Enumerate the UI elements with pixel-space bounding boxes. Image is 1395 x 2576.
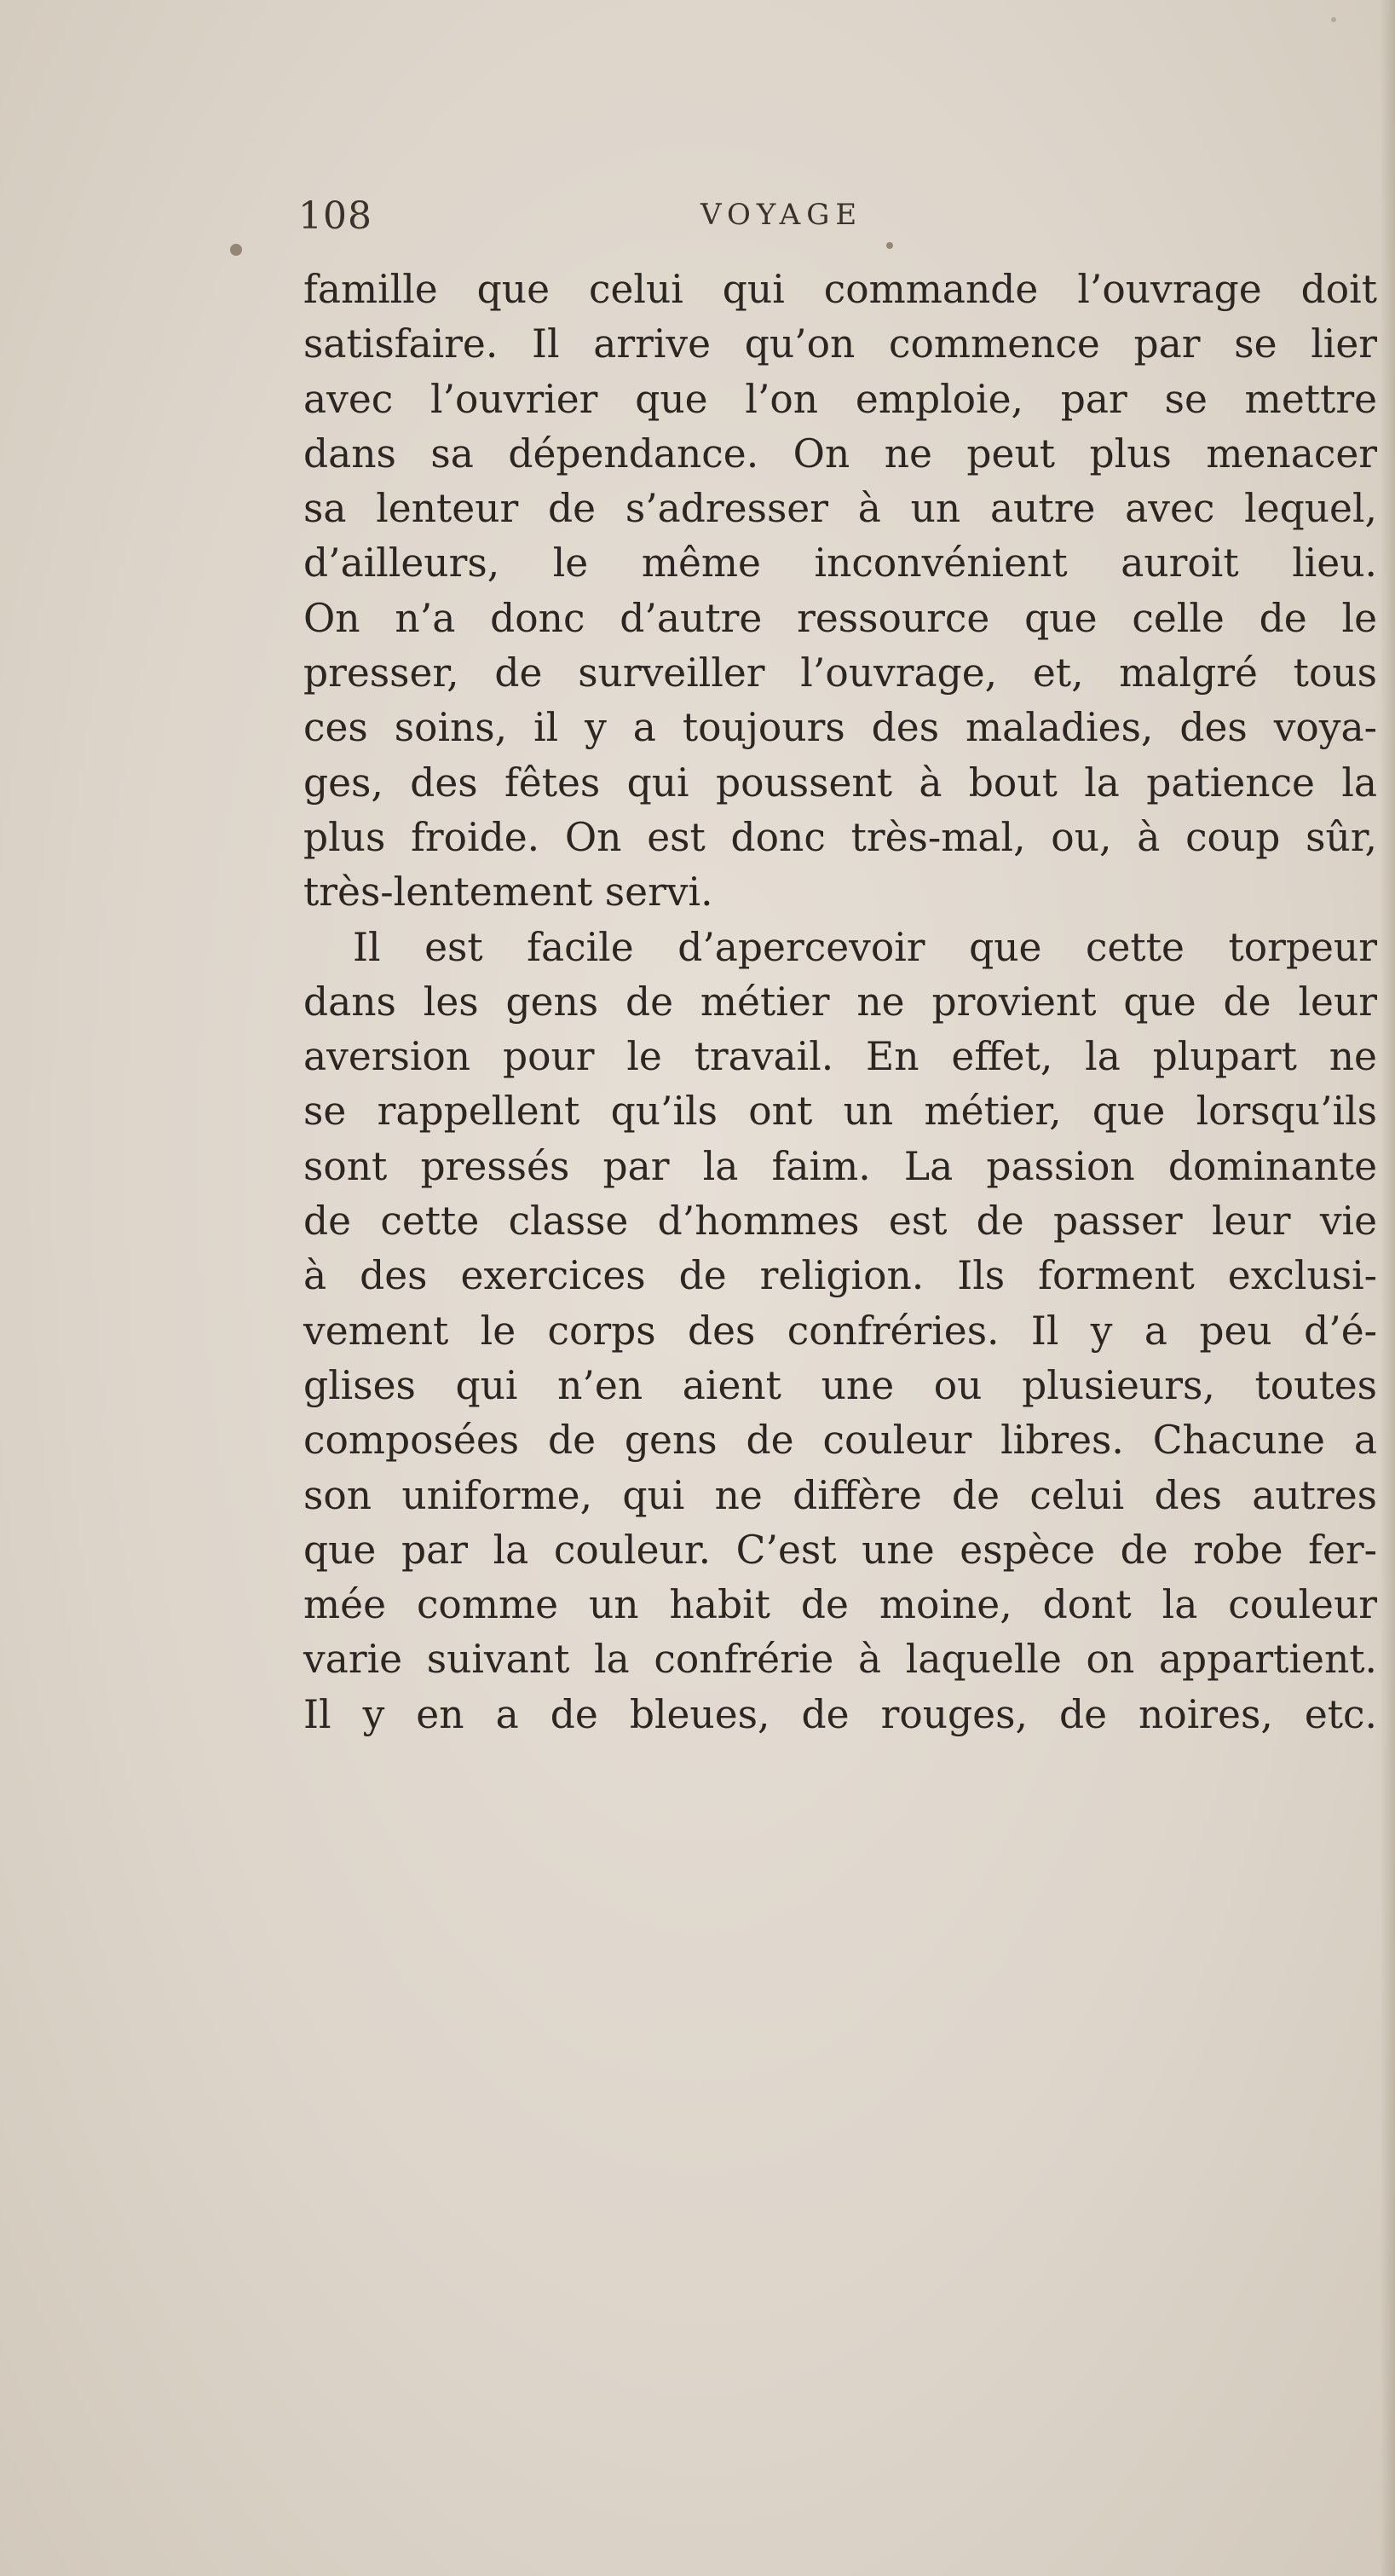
text-line: à des exercices de religion. Ils forment exclusi- xyxy=(303,1253,1377,1299)
page-number: 108 xyxy=(298,194,372,238)
text-line: presser, de surveiller l’ouvrage, et, malgré tous xyxy=(303,650,1377,696)
text-line: sa lenteur de s’adresser à un autre avec lequel, xyxy=(303,486,1377,532)
paragraph-1 xyxy=(303,263,1377,921)
text-line: mée comme un habit de moine, dont la couleur xyxy=(303,1582,1377,1628)
paragraph-2 xyxy=(303,921,1377,1742)
text-line: On n’a donc d’autre ressource que celle de le xyxy=(303,595,1377,641)
text-line: vement le corps des confréries. Il y a peu d’é- xyxy=(303,1308,1377,1354)
text-line: plus froide. On est donc très-mal, ou, à coup sûr, xyxy=(303,814,1377,860)
page-header xyxy=(298,194,1372,245)
text-line: d’ailleurs, le même inconvénient auroit lieu. xyxy=(303,540,1377,586)
text-line: avec l’ouvrier que l’on emploie, par se mettre xyxy=(303,376,1377,422)
text-line: sont pressés par la faim. La passion dominante xyxy=(303,1143,1377,1189)
text-line: très-lentement servi. xyxy=(303,869,713,915)
text-line: ges, des fêtes qui poussent à bout la patience la xyxy=(303,760,1377,806)
text-line: glises qui n’en aient une ou plusieurs, toutes xyxy=(303,1362,1377,1408)
text-line: Il y en a de bleues, de rouges, de noires, etc. xyxy=(303,1691,1377,1737)
body-text xyxy=(303,263,1377,1742)
text-line: dans les gens de métier ne provient que de leur xyxy=(303,979,1377,1025)
text-line: se rappellent qu’ils ont un métier, que lorsqu’ils xyxy=(303,1089,1377,1135)
running-head: VOYAGE xyxy=(700,198,863,232)
text-line: varie suivant la confrérie à laquelle on appartient. xyxy=(303,1637,1377,1683)
text-line: Il est facile d’apercevoir que cette torpeur xyxy=(353,924,1377,970)
text-line: de cette classe d’hommes est de passer leur vie xyxy=(303,1198,1377,1245)
text-line: son uniforme, qui ne diffère de celui des autres xyxy=(303,1472,1377,1518)
text-line: famille que celui qui commande l’ouvrage doit xyxy=(303,267,1377,312)
ink-spot xyxy=(1331,17,1336,22)
text-line: que par la couleur. C’est une espèce de robe fer- xyxy=(303,1527,1377,1573)
text-line: aversion pour le travail. En effet, la plupart ne xyxy=(303,1034,1377,1080)
ink-spot xyxy=(230,244,242,256)
text-line: dans sa dépendance. On ne peut plus menacer xyxy=(303,430,1377,477)
page-edge-shadow xyxy=(1380,0,1395,2576)
text-line: ces soins, il y a toujours des maladies, des voya- xyxy=(303,705,1377,751)
text-line: composées de gens de couleur libres. Chacune a xyxy=(303,1418,1377,1464)
text-line: satisfaire. Il arrive qu’on commence par se lier xyxy=(303,321,1377,367)
